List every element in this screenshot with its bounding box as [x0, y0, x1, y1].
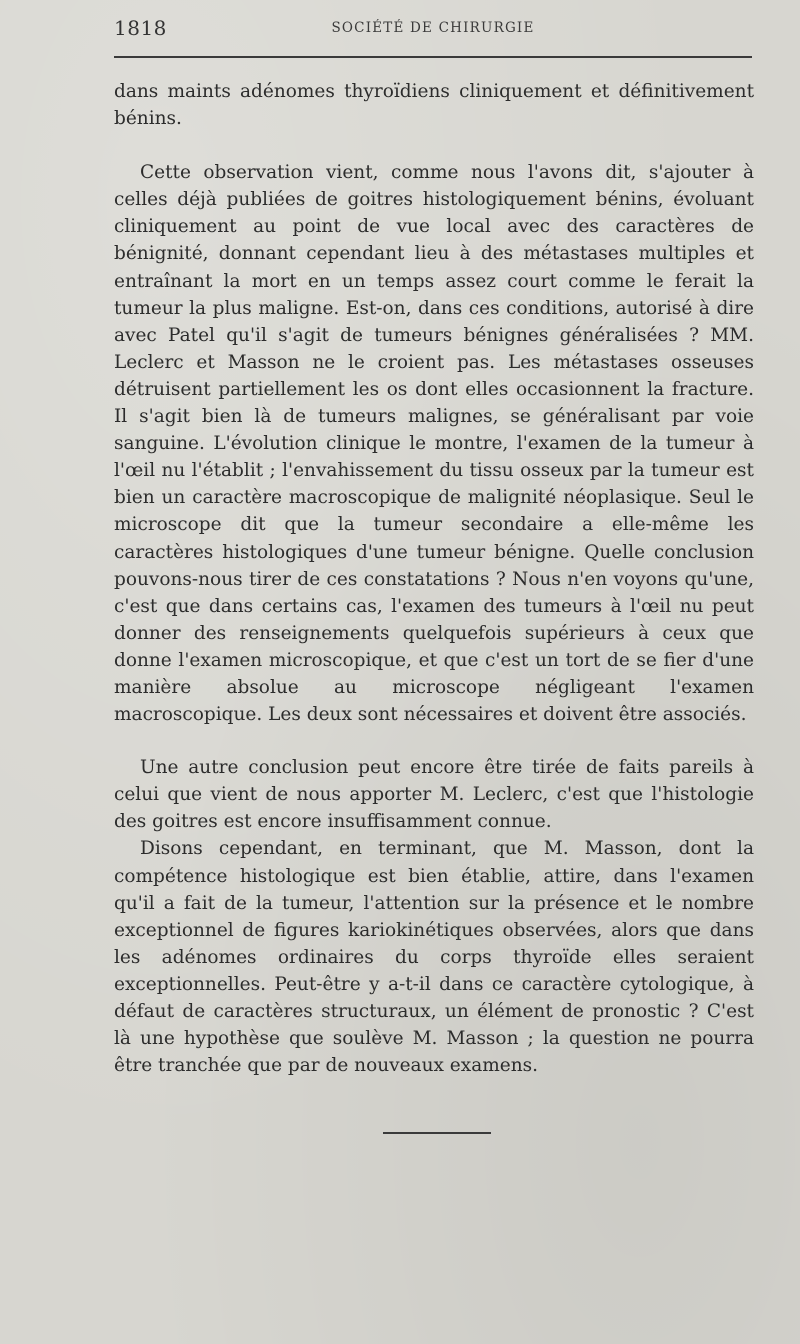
header-rule [114, 56, 752, 58]
paragraph-3: Une autre conclusion peut encore être tirée de faits pareils à celui que vient de nous apporter M. Leclerc, c'est que l'histologie des goitres est encore insuffisamment connue. [114, 757, 754, 833]
running-head: SOCIÉTÉ DE CHIRURGIE [331, 20, 535, 36]
page-number: 1818 [114, 16, 167, 40]
paragraph-2: Cette observation vient, comme nous l'avons dit, s'ajouter à celles déjà publiées de goitres histologiquement bénins, évoluant cliniquement au point de vue local avec des caractères de bénignité, donnant cependant lieu à des métastases multiples et entraînant la mort en un temps assez court comme le ferait la tumeur la plus maligne. Est-on, dans ces conditions, autorisé à dire avec Patel qu'il s'agit de tumeurs bénignes généralisées ? MM. Leclerc et Masson ne le croient pas. Les métastases osseuses détruisent partiellement les os dont elles occasionnent la fracture. Il s'agit bien là de tumeurs malignes, se généralisant par voie sanguine. L'évolution clinique le montre, l'examen de la tumeur à l'œil nu l'établit ; l'envahissement du tissu osseux par la tumeur est bien un caractère macroscopique de malignité néoplasique. Seul le microscope dit que la tumeur secondaire a elle-même les caractères histologiques d'une tumeur bénigne. Quelle conclusion pouvons-nous tirer de ces constatations ? Nous n'en voyons qu'une, c'est que dans certains cas, l'examen des tumeurs à l'œil nu peut donner des renseignements quelquefois supérieurs à ceux que donne l'examen microscopique, et que c'est un tort de se fier d'une manière absolue au microscope négligeant l'examen macroscopique. Les deux sont nécessaires et doivent être associés. [114, 162, 754, 726]
page-header [114, 16, 752, 48]
body-text [114, 78, 754, 1079]
paragraph-4: Disons cependant, en terminant, que M. Masson, dont la compétence histologique est bien établie, attire, dans l'examen qu'il a fait de la tumeur, l'attention sur la présence et le nombre exceptionnel de figures kariokinétiques observées, alors que dans les adénomes ordinaires du corps thyroïde elles seraient exceptionnelles. Peut-être y a-t-il dans ce caractère cytologique, à défaut de caractères structuraux, un élément de pronostic ? C'est là une hypothèse que soulève M. Masson ; la question ne pourra être tranchée que par de nouveaux examens. [114, 838, 754, 1077]
end-rule [383, 1132, 491, 1134]
paragraph-1: dans maints adénomes thyroïdiens cliniquement et définitivement bénins. [114, 81, 754, 130]
